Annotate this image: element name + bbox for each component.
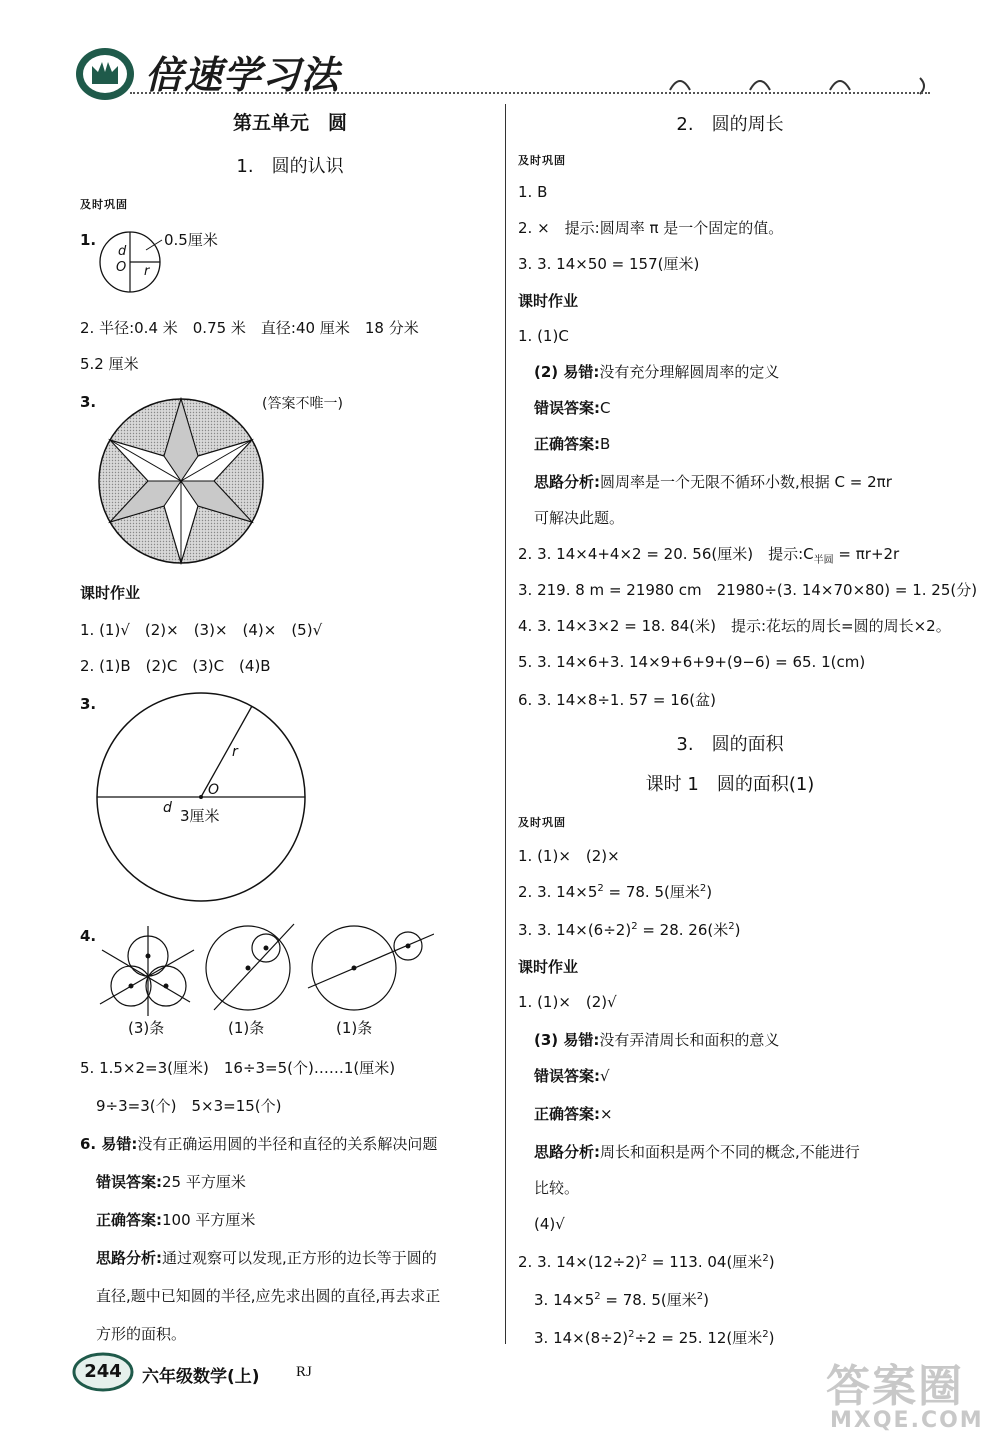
r-b1: 1. (1)× (2)× — [518, 847, 620, 865]
r-c1-think-text: 周长和面积是两个不同的概念,不能进行 — [600, 1143, 860, 1161]
r-c1-3-label: (3) 易错: — [534, 1031, 600, 1049]
r-c1-think-label: 思路分析: — [534, 1143, 600, 1161]
q1-r-label: r — [144, 264, 150, 279]
r-c1-right — [534, 1104, 613, 1124]
hw3-diameter-label: 3厘米 — [180, 807, 220, 825]
hw3-d-label: d — [163, 800, 172, 816]
r-h1-think-2: 可解决此题。 — [534, 509, 625, 527]
homework-title-left: 课时作业 — [80, 584, 141, 602]
r-c1: 1. (1)× (2)√ — [518, 993, 617, 1011]
r-b2-main: 2. 3. 14×5 — [518, 883, 598, 901]
header-divider — [130, 92, 930, 94]
r-b3-sq: 2 — [631, 921, 638, 932]
r-b2-unit-sq: 2 — [699, 883, 707, 894]
r-a3: 3. 3. 14×50 = 157(厘米) — [518, 255, 700, 273]
section-3-title: 3. 圆的面积 — [676, 734, 784, 755]
q1-radius-label: 0.5厘米 — [164, 231, 218, 249]
watermark-url: MXQE.COM — [830, 1408, 984, 1433]
hw6-think-text-1: 通过观察可以发现,正方形的边长等于圆的 — [162, 1249, 437, 1267]
r-h2-sub: 半圆 — [813, 555, 834, 566]
r-c1-3-text: 没有弄清周长和面积的意义 — [599, 1031, 780, 1049]
hw4-symmetry-diagrams — [94, 920, 434, 1020]
column-divider — [505, 104, 506, 1344]
watermark-logo: 答案圈 — [826, 1361, 964, 1412]
r-c2-l2-main: 3. 14×5 — [534, 1291, 595, 1309]
homework-title-right-2: 课时作业 — [518, 958, 579, 976]
hw6-wrong-value: 25 平方厘米 — [162, 1173, 246, 1191]
page-number: 244 — [84, 1361, 122, 1382]
hw6-right-label: 正确答案: — [96, 1211, 162, 1229]
hw1-answers: 1. (1)√ (2)× (3)× (4)× (5)√ — [80, 621, 323, 639]
hw4-caption-1: (3)条 — [128, 1019, 165, 1037]
hw4-caption-3: (1)条 — [336, 1019, 373, 1037]
r-c2-l3-unit-sq: 2 — [762, 1329, 769, 1340]
hw6-think-2: 直径,题中已知圆的半径,应先求出圆的直径,再去求正 — [96, 1287, 441, 1305]
hw4-number: 4. — [80, 927, 97, 945]
r-c2-l1-sq: 2 — [640, 1253, 648, 1264]
section-1-title: 1. 圆的认识 — [236, 156, 344, 177]
hw6-head — [80, 1134, 437, 1154]
r-h2 — [518, 544, 899, 564]
r-h1-2 — [534, 362, 779, 382]
hw2-answers: 2. (1)B (2)C (3)C (4)B — [80, 657, 271, 675]
r-h5: 5. 3. 14×6+3. 14×9+6+9+(9−6) = 65. 1(cm) — [518, 653, 866, 671]
r-h1-right — [534, 434, 610, 454]
hw4-caption-2: (1)条 — [228, 1019, 265, 1037]
hw3-r-label: r — [232, 744, 238, 760]
r-a2: 2. × 提示:圆周率 π 是一个固定的值。 — [518, 219, 784, 237]
r-h1-right-label: 正确答案: — [534, 435, 600, 453]
hw6-right — [96, 1210, 255, 1230]
tag-review-2: 及时巩固 — [518, 154, 566, 167]
hw6-think-1 — [96, 1248, 437, 1268]
r-h1-2-label: (2) 易错: — [534, 363, 600, 381]
r-h1-2-text: 没有充分理解圆周率的定义 — [599, 363, 780, 381]
r-b3-main: 3. 3. 14×(6÷2) — [518, 921, 632, 939]
r-b2-close: ) — [706, 883, 713, 901]
r-h1-think-1 — [534, 472, 892, 492]
section-2-title: 2. 圆的周长 — [676, 114, 784, 135]
r-h1-wrong — [534, 398, 610, 418]
r-c2-l3-close: ) — [768, 1329, 775, 1347]
r-b3-close: ) — [734, 921, 741, 939]
r-h1-wrong-value: C — [600, 399, 611, 417]
r-c2-l1-unit-sq: 2 — [762, 1253, 769, 1264]
r-c2-l1-tail: = 113. 04(厘米 — [647, 1253, 763, 1271]
r-b3-unit-sq: 2 — [728, 921, 735, 932]
q2-line-1: 2. 半径:0.4 米 0.75 米 直径:40 厘米 18 分米 — [80, 319, 419, 337]
r-c2-l1-close: ) — [768, 1253, 775, 1271]
hw6-think-label: 思路分析: — [96, 1249, 162, 1267]
book-title: 六年级数学(上) — [142, 1367, 260, 1387]
edition-code: RJ — [296, 1364, 312, 1380]
hw6-wrong-label: 错误答案: — [96, 1173, 162, 1191]
r-h3: 3. 219. 8 m = 21980 cm 21980÷(3. 14×70×80) = 1. 25(分) — [518, 581, 978, 599]
r-b2-sq: 2 — [597, 883, 604, 894]
r-c1-4: (4)√ — [534, 1215, 565, 1233]
q3-number: 3. — [80, 393, 97, 411]
hw6-think-3: 方形的面积。 — [96, 1325, 187, 1343]
r-c2-l3-sq: 2 — [628, 1329, 635, 1340]
r-h1-think-text: 圆周率是一个无限不循环小数,根据 C = 2πr — [600, 473, 892, 491]
hw3-circle-diagram — [94, 690, 309, 905]
r-c1-wrong — [534, 1066, 610, 1086]
r-h2-main: 2. 3. 14×4+4×2 = 20. 56(厘米) 提示:C — [518, 545, 814, 563]
r-c1-think-1 — [534, 1142, 860, 1162]
r-c2-l3-main: 3. 14×(8÷2) — [534, 1329, 629, 1347]
hw3-o-label: O — [208, 782, 220, 798]
r-h1-wrong-label: 错误答案: — [534, 399, 600, 417]
q3-note: (答案不唯一) — [262, 396, 343, 412]
r-h2-tail: = πr+2r — [833, 545, 900, 563]
homework-title-right: 课时作业 — [518, 292, 579, 310]
hw3-number: 3. — [80, 695, 97, 713]
r-b2-tail: = 78. 5(厘米 — [603, 883, 700, 901]
q2-line-2: 5.2 厘米 — [80, 355, 139, 373]
hw6-right-value: 100 平方厘米 — [162, 1211, 256, 1229]
r-h4: 4. 3. 14×3×2 = 18. 84(米) 提示:花坛的周长=圆的周长×2。 — [518, 617, 951, 635]
r-c2-l3-tail: ÷2 = 25. 12(厘米 — [634, 1329, 763, 1347]
q1-d-label: d — [118, 244, 127, 259]
tag-review-3: 及时巩固 — [518, 816, 566, 829]
r-h1-right-value: B — [600, 435, 611, 453]
r-c1-wrong-value: √ — [600, 1067, 610, 1085]
q1-o-label: O — [116, 260, 127, 275]
r-c1-think-2: 比较。 — [534, 1179, 580, 1197]
r-c1-wrong-label: 错误答案: — [534, 1067, 600, 1085]
lesson-1-title: 课时 1 圆的面积(1) — [645, 774, 815, 795]
q3-star-diagram — [96, 396, 266, 566]
r-b3-tail: = 28. 26(米 — [637, 921, 729, 939]
r-c1-right-value: × — [600, 1105, 613, 1123]
r-h1-think-label: 思路分析: — [534, 473, 600, 491]
r-c1-right-label: 正确答案: — [534, 1105, 600, 1123]
brand-title: 倍速学习法 — [145, 53, 341, 97]
hw5-line-1: 5. 1.5×2=3(厘米) 16÷3=5(个)……1(厘米) — [80, 1059, 396, 1077]
hw6-head-label: 6. 易错: — [80, 1135, 138, 1153]
hw6-head-text: 没有正确运用圆的半径和直径的关系解决问题 — [137, 1135, 438, 1153]
r-c2-line-3 — [534, 1328, 775, 1348]
r-b2 — [518, 882, 712, 902]
q1-number: 1. — [80, 231, 97, 249]
r-a1: 1. B — [518, 183, 548, 201]
unit-title: 第五单元 圆 — [232, 112, 347, 134]
r-c2-l2-unit-sq: 2 — [696, 1291, 704, 1302]
r-c2-line-1 — [518, 1252, 775, 1272]
r-b3 — [518, 920, 740, 940]
hw6-wrong — [96, 1172, 246, 1192]
r-c2-l2-tail: = 78. 5(厘米 — [600, 1291, 697, 1309]
r-h6: 6. 3. 14×8÷1. 57 = 16(盆) — [518, 691, 716, 709]
r-h1: 1. (1)C — [518, 327, 569, 345]
r-c1-3 — [534, 1030, 779, 1050]
book-logo-icon — [74, 46, 136, 102]
tag-review-1: 及时巩固 — [80, 198, 128, 211]
r-c2-l1-main: 2. 3. 14×(12÷2) — [518, 1253, 641, 1271]
hw5-line-2: 9÷3=3(个) 5×3=15(个) — [96, 1097, 282, 1115]
r-c2-line-2 — [534, 1290, 709, 1310]
r-c2-l2-sq: 2 — [594, 1291, 601, 1302]
r-c2-l2-close: ) — [703, 1291, 710, 1309]
